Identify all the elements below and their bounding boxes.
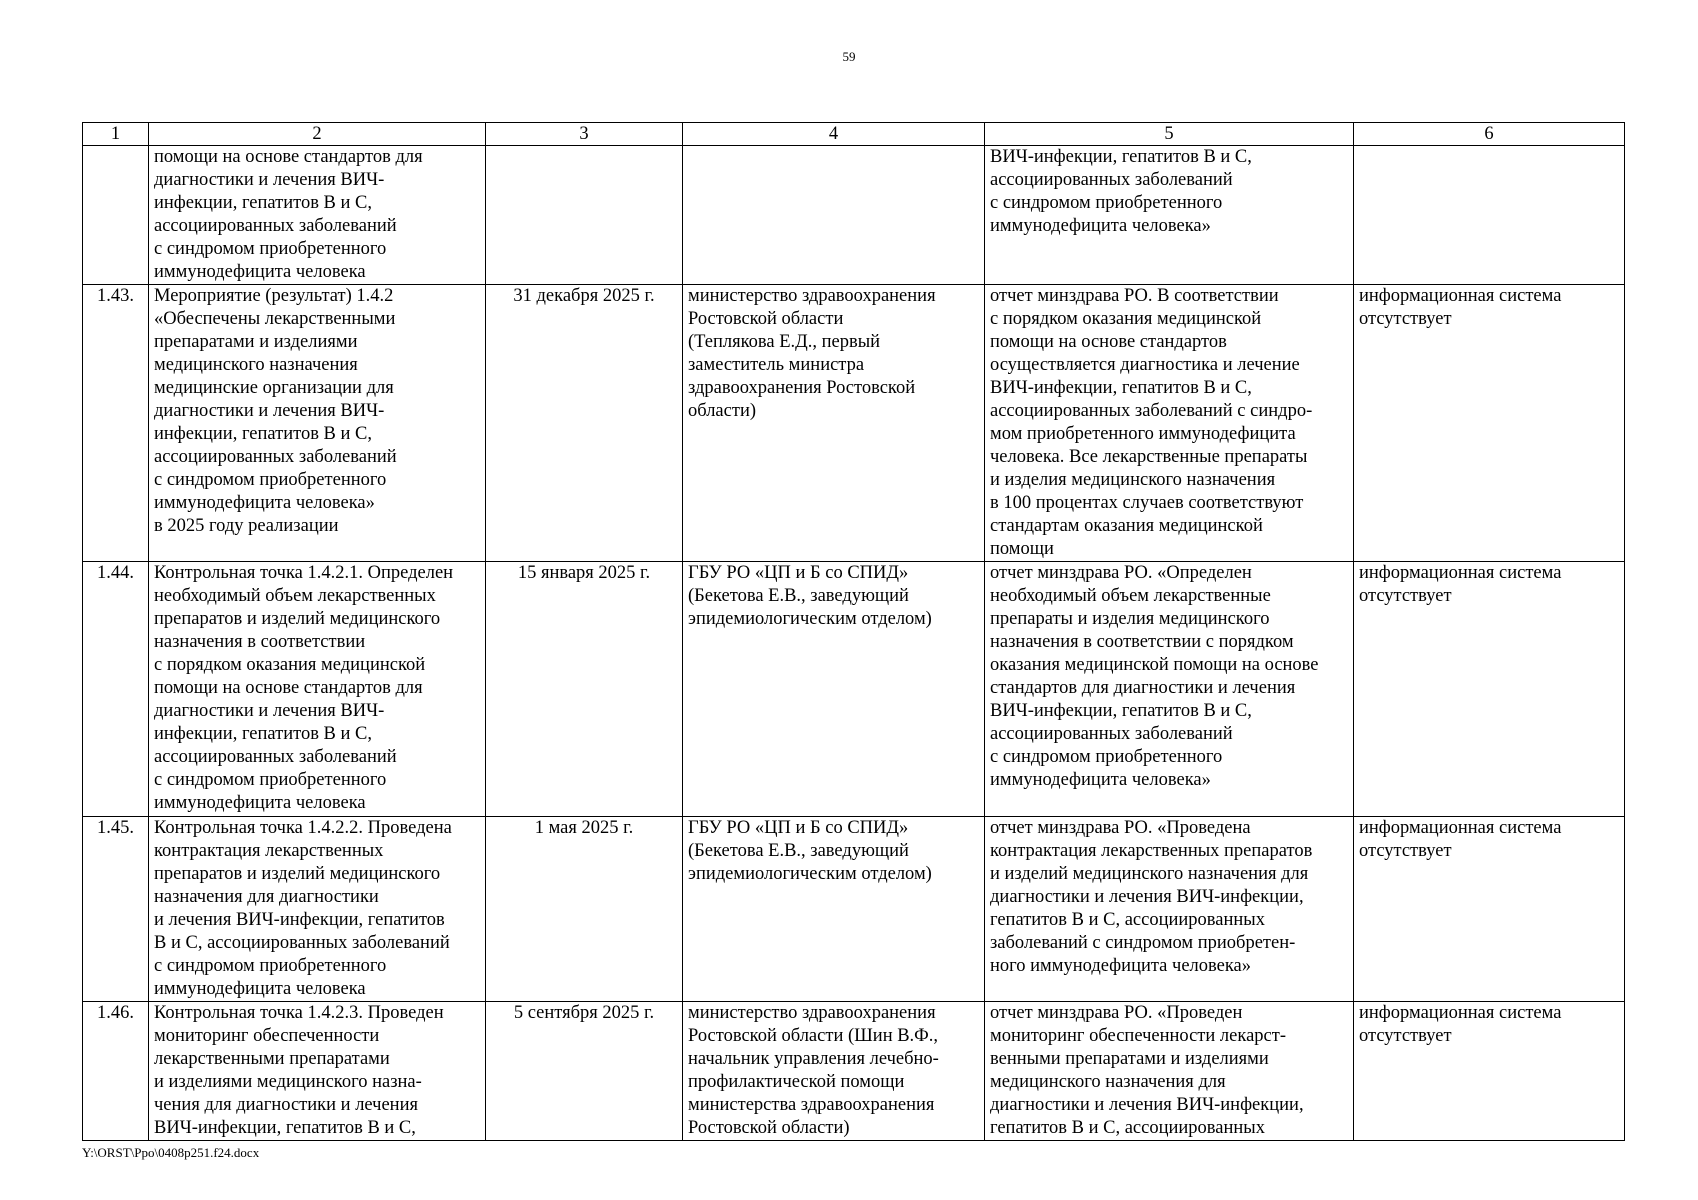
date-cell: 15 января 2025 г.	[486, 562, 683, 817]
table-row	[83, 146, 1625, 285]
event-cell: Контрольная точка 1.4.2.1. Определен необходимый объем лекарственных препаратов и изделий медицинского назначения в соответствии с порядком оказания медицинской помощи на основе стандартов для диагностики и лечения ВИЧ- инфекции, гепатитов В и С, ассоциированных заболеваний с синдромом приобретенного иммунодефицита человека	[149, 562, 486, 817]
column-header: 4	[683, 123, 985, 146]
date-cell: 5 сентября 2025 г.	[486, 1002, 683, 1141]
table-row	[83, 1002, 1625, 1141]
document-cell: отчет минздрава РО. В соответствии с порядком оказания медицинской помощи на основе стандартов осуществляется диагностика и лечение ВИЧ-инфекции, гепатитов В и С, ассоциированных заболеваний с синдро- мом приобретенного иммунодефицита человека. Все лекарственные препараты и изделия медицинского назначения в 100 процентах случаев соответствуют стандартам оказания медицинской помощи	[985, 285, 1354, 562]
responsible-cell	[683, 146, 985, 285]
column-header: 6	[1354, 123, 1625, 146]
document-cell: отчет минздрава РО. «Проведена контрактация лекарственных препаратов и изделий медицинского назначения для диагностики и лечения ВИЧ-инфекции, гепатитов В и С, ассоциированных заболеваний с синдромом приобретен- ного иммунодефицита человека»	[985, 817, 1354, 1002]
info-system-cell: информационная система отсутствует	[1354, 1002, 1625, 1141]
responsible-cell: министерство здравоохранения Ростовской области (Шин В.Ф., начальник управления лечебно- профилактической помощи министерства здравоохранения Ростовской области)	[683, 1002, 985, 1141]
row-number: 1.46.	[83, 1002, 149, 1141]
document-cell: ВИЧ-инфекции, гепатитов В и С, ассоциированных заболеваний с синдромом приобретенного иммунодефицита человека»	[985, 146, 1354, 285]
column-header: 5	[985, 123, 1354, 146]
column-header: 3	[486, 123, 683, 146]
responsible-cell: ГБУ РО «ЦП и Б со СПИД» (Бекетова Е.В., заведующий эпидемиологическим отделом)	[683, 817, 985, 1002]
column-header: 2	[149, 123, 486, 146]
info-system-cell: информационная система отсутствует	[1354, 817, 1625, 1002]
document-cell: отчет минздрава РО. «Проведен мониторинг обеспеченности лекарст- венными препаратами и изделиями медицинского назначения для диагностики и лечения ВИЧ-инфекции, гепатитов В и С, ассоциированных	[985, 1002, 1354, 1141]
info-system-cell	[1354, 146, 1625, 285]
event-cell: Контрольная точка 1.4.2.2. Проведена контрактация лекарственных препаратов и изделий медицинского назначения для диагностики и лечения ВИЧ-инфекции, гепатитов В и С, ассоциированных заболеваний с синдромом приобретенного иммунодефицита человека	[149, 817, 486, 1002]
responsible-cell: министерство здравоохранения Ростовской области (Теплякова Е.Д., первый заместитель министра здравоохранения Ростовской области)	[683, 285, 985, 562]
date-cell: 1 мая 2025 г.	[486, 817, 683, 1002]
footer-file-path: Y:\ORST\Ppo\0408p251.f24.docx	[82, 1145, 260, 1160]
event-cell: Контрольная точка 1.4.2.3. Проведен мониторинг обеспеченности лекарственными препаратами и изделиями медицинского назна- чения для диагностики и лечения ВИЧ-инфекции, гепатитов В и С,	[149, 1002, 486, 1141]
page-number: 59	[842, 49, 856, 64]
row-number: 1.43.	[83, 285, 149, 562]
event-cell: помощи на основе стандартов для диагностики и лечения ВИЧ- инфекции, гепатитов В и С, ассоциированных заболеваний с синдромом приобретенного иммунодефицита человека	[149, 146, 486, 285]
table-row	[83, 562, 1625, 817]
row-number: 1.44.	[83, 562, 149, 817]
table-row	[83, 285, 1625, 562]
document-cell: отчет минздрава РО. «Определен необходимый объем лекарственные препараты и изделия медицинского назначения в соответствии с порядком оказания медицинской помощи на основе стандартов для диагностики и лечения ВИЧ-инфекции, гепатитов В и С, ассоциированных заболеваний с синдромом приобретенного иммунодефицита человека»	[985, 562, 1354, 817]
info-system-cell: информационная система отсутствует	[1354, 285, 1625, 562]
date-cell: 31 декабря 2025 г.	[486, 285, 683, 562]
header-row	[83, 123, 1625, 146]
column-header: 1	[83, 123, 149, 146]
date-cell	[486, 146, 683, 285]
row-number	[83, 146, 149, 285]
event-cell: Мероприятие (результат) 1.4.2 «Обеспечены лекарственными препаратами и изделиями медицинского назначения медицинские организации для диагностики и лечения ВИЧ- инфекции, гепатитов В и С, ассоциированных заболеваний с синдромом приобретенного иммунодефицита человека» в 2025 году реализации	[149, 285, 486, 562]
plan-table	[82, 122, 1625, 1141]
row-number: 1.45.	[83, 817, 149, 1002]
table-row	[83, 817, 1625, 1002]
responsible-cell: ГБУ РО «ЦП и Б со СПИД» (Бекетова Е.В., заведующий эпидемиологическим отделом)	[683, 562, 985, 817]
info-system-cell: информационная система отсутствует	[1354, 562, 1625, 817]
